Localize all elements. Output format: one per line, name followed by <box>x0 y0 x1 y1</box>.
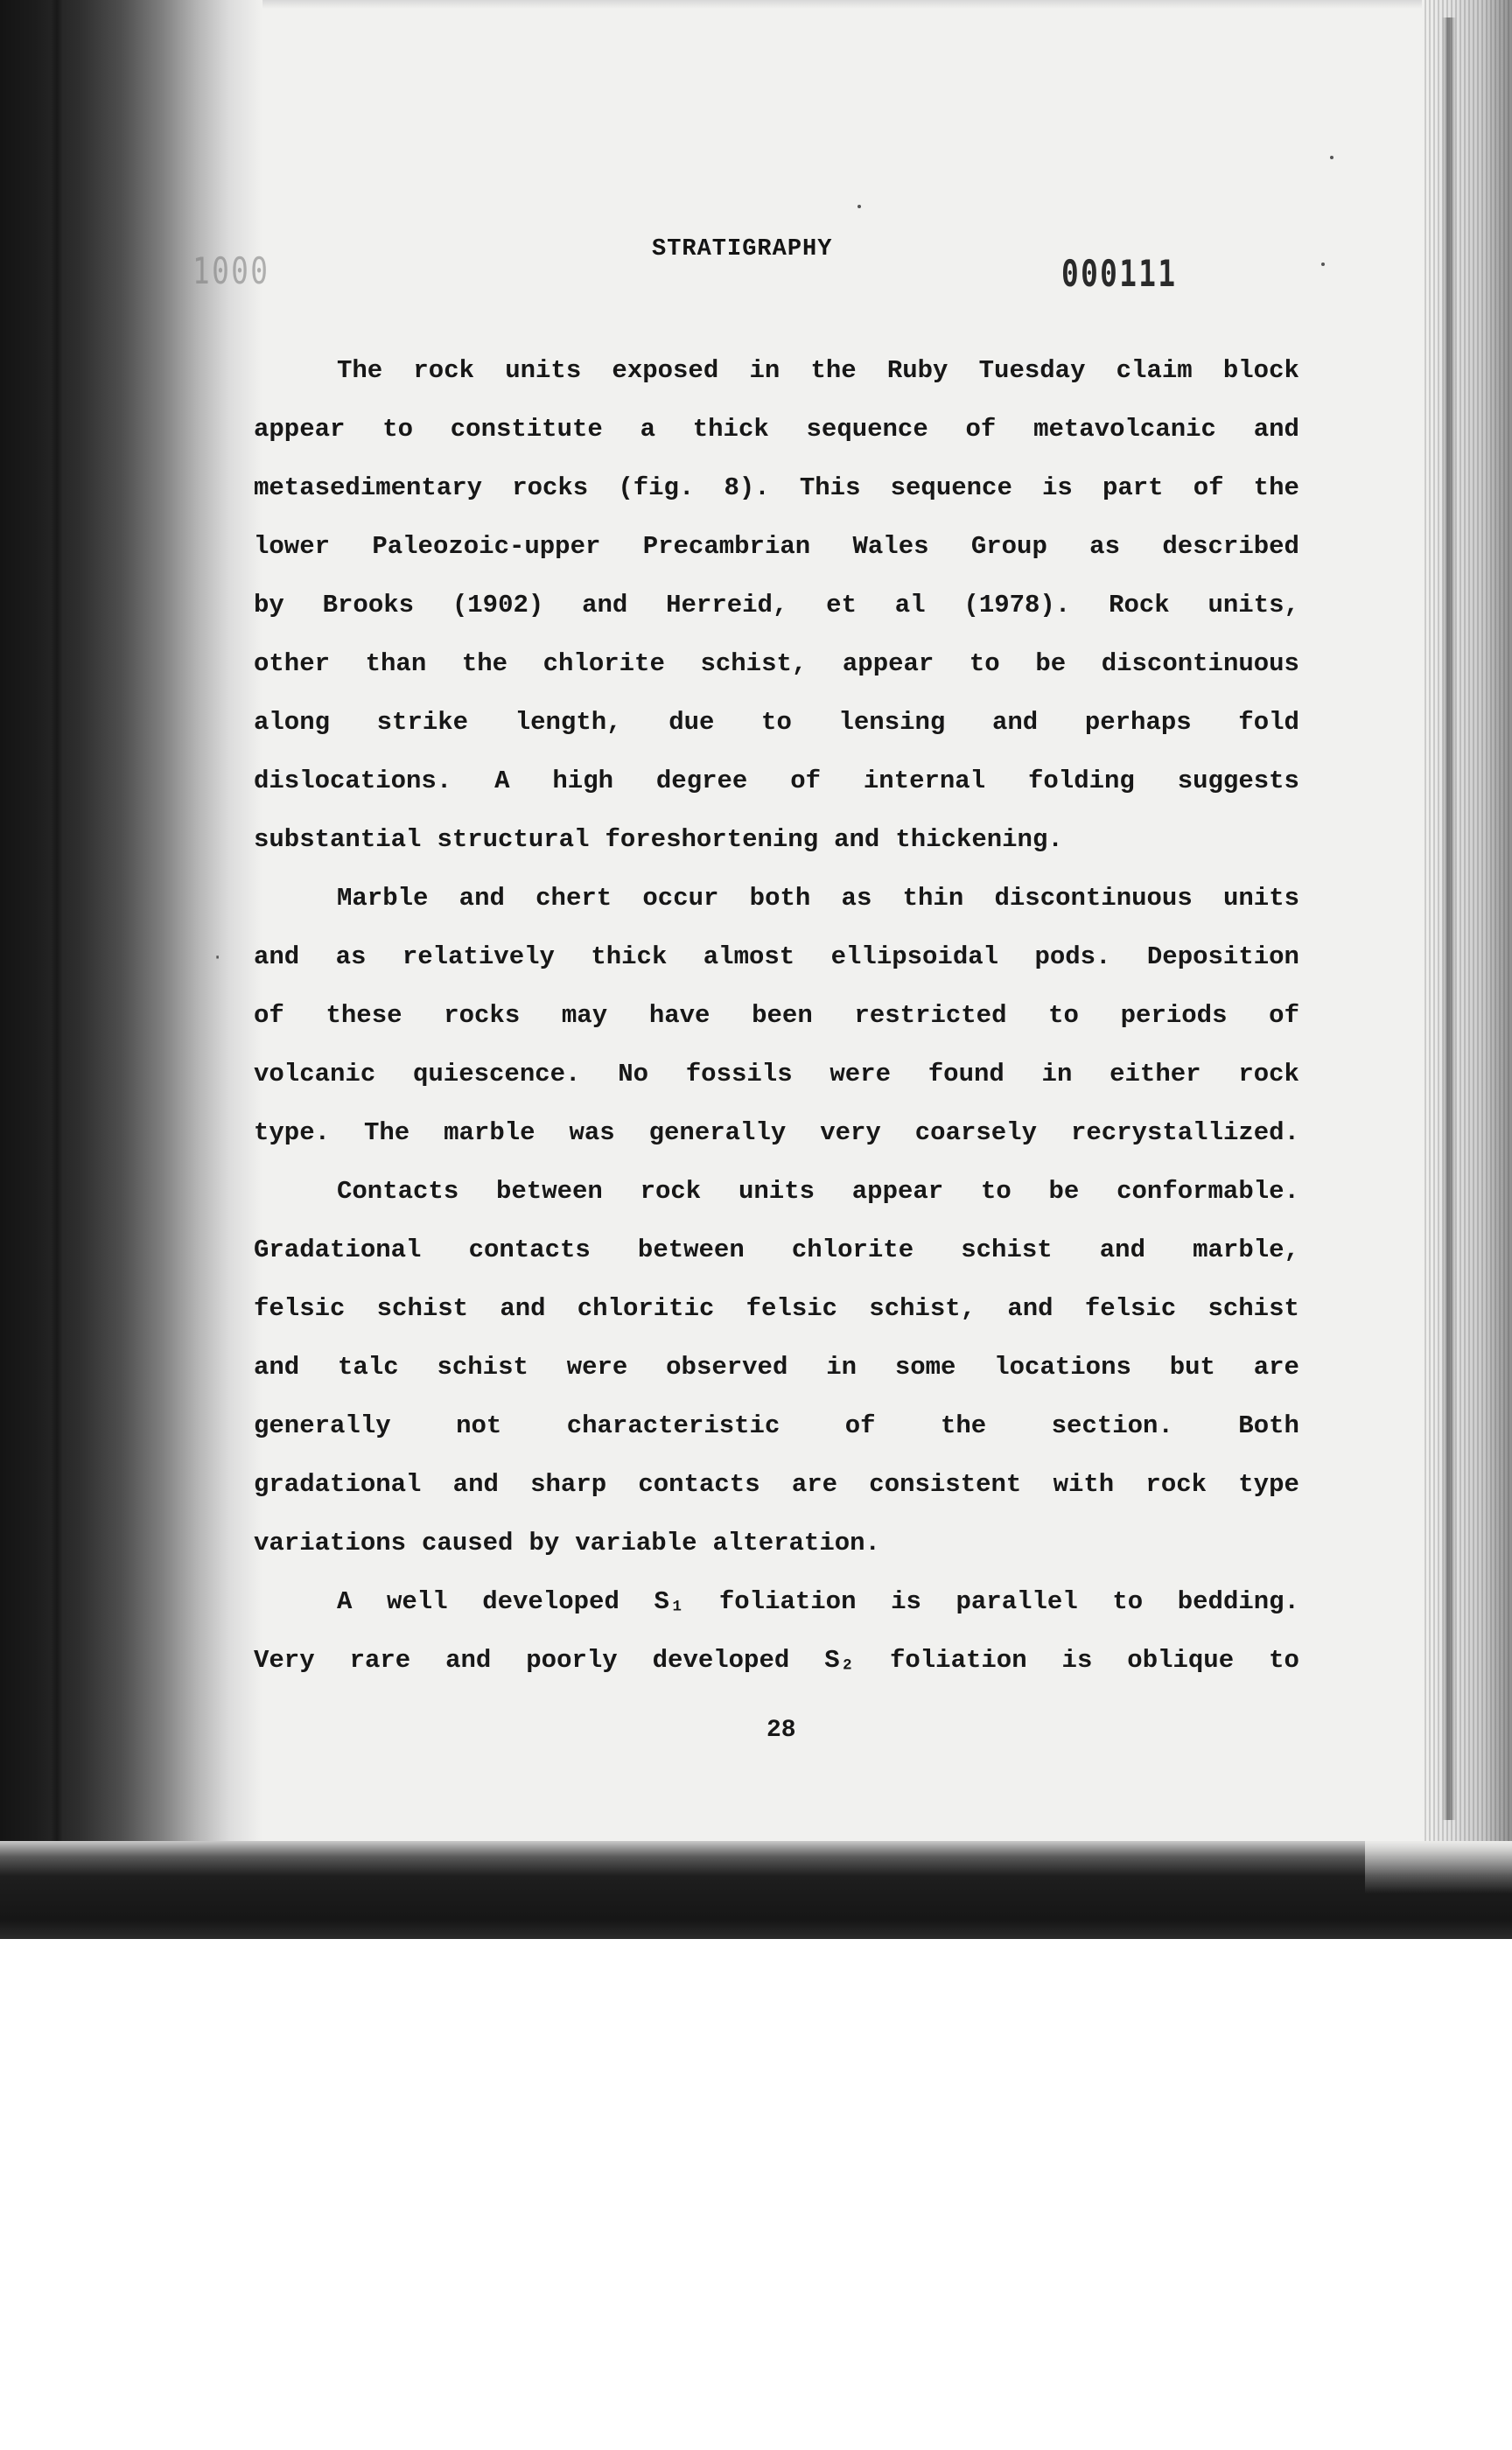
word: variable <box>575 1529 697 1558</box>
text-line <box>254 1579 1299 1638</box>
word: gradational <box>254 1470 422 1499</box>
text-line <box>254 934 1299 993</box>
word: The <box>363 1118 410 1147</box>
word: S₂ <box>824 1646 856 1675</box>
text-line <box>254 641 1299 700</box>
text-line <box>254 1286 1299 1345</box>
text-line <box>254 1638 1299 1697</box>
word: of <box>1193 473 1224 502</box>
word: Herreid, <box>666 591 788 620</box>
word: chloritic <box>577 1294 715 1323</box>
text-line <box>254 700 1299 759</box>
word: occur <box>642 884 719 913</box>
word: oblique <box>1127 1646 1235 1675</box>
word: Rock <box>1109 591 1170 620</box>
word: rock <box>413 356 475 385</box>
word: of <box>1269 1001 1299 1030</box>
word: sharp <box>530 1470 607 1499</box>
word: the <box>810 356 857 385</box>
word: section. <box>1051 1411 1173 1440</box>
word: felsic <box>1084 1294 1177 1323</box>
word: recrystallized. <box>1070 1118 1299 1147</box>
word: caused <box>422 1529 514 1558</box>
word: metasedimentary <box>254 473 483 502</box>
word: foliation <box>889 1646 1027 1675</box>
word: not <box>456 1411 502 1440</box>
word: thin <box>902 884 964 913</box>
word: as <box>335 942 367 971</box>
word: appear <box>254 415 346 444</box>
word: ellipsoidal <box>830 942 999 971</box>
text-line <box>254 1228 1299 1286</box>
bottom-scan-highlight <box>1365 1841 1512 1939</box>
scan-speck <box>858 205 861 208</box>
word: A <box>494 766 510 795</box>
word: found <box>928 1060 1004 1088</box>
word: and <box>458 884 505 913</box>
word: and <box>500 1294 546 1323</box>
word: units <box>738 1177 815 1206</box>
word: discontinuous <box>994 884 1193 913</box>
word: restricted <box>854 1001 1007 1030</box>
word: (fig. <box>618 473 695 502</box>
text-line <box>254 1345 1299 1404</box>
word: to <box>382 415 413 444</box>
word: to <box>969 649 1000 678</box>
word: is <box>1042 473 1073 502</box>
word: due <box>668 708 715 737</box>
word: is <box>891 1587 921 1616</box>
word: to <box>1269 1646 1299 1675</box>
word: in <box>826 1353 857 1382</box>
word: units <box>505 356 582 385</box>
word: variations <box>254 1529 407 1558</box>
text-line <box>254 1462 1299 1521</box>
word: Marble <box>337 884 429 913</box>
word: schist, <box>700 649 808 678</box>
word: characteristic <box>566 1411 780 1440</box>
word: the <box>461 649 508 678</box>
word: with <box>1053 1470 1115 1499</box>
word: quiescence. <box>413 1060 581 1088</box>
word: felsic <box>254 1294 346 1323</box>
word: consistent <box>869 1470 1022 1499</box>
word: lensing <box>838 708 946 737</box>
word: and <box>452 1470 499 1499</box>
word: of <box>790 766 822 795</box>
word: perhaps <box>1084 708 1192 737</box>
word: very <box>820 1118 881 1147</box>
word: marble, <box>1193 1236 1299 1264</box>
word: of <box>965 415 997 444</box>
body-text <box>254 348 1299 1697</box>
word: rock <box>1238 1060 1299 1088</box>
word: was <box>569 1118 615 1147</box>
word: been <box>752 1001 813 1030</box>
margin-mark: · <box>212 947 224 969</box>
text-line <box>254 1110 1299 1169</box>
word: bedding. <box>1177 1587 1299 1616</box>
word: suggests <box>1177 766 1299 795</box>
word: schist, <box>869 1294 976 1323</box>
word: (1978). <box>963 591 1071 620</box>
word: Deposition <box>1146 942 1299 971</box>
word: alteration. <box>712 1529 880 1558</box>
word: fold <box>1238 708 1299 737</box>
word: is <box>1061 1646 1093 1675</box>
word: type <box>1238 1470 1299 1499</box>
document-number-stamp: 000111 <box>1061 252 1178 295</box>
word: S₁ <box>654 1587 685 1616</box>
word: chlorite <box>791 1236 914 1264</box>
word: and <box>1007 1294 1054 1323</box>
word: length, <box>514 708 622 737</box>
word: between <box>637 1236 745 1264</box>
word: (1902) <box>452 591 544 620</box>
scan-speck <box>1321 262 1325 266</box>
word: described <box>1162 532 1299 561</box>
word: were <box>566 1353 628 1382</box>
word: strike <box>376 708 469 737</box>
word: but <box>1169 1353 1215 1382</box>
word: lower <box>254 532 331 561</box>
word: a <box>640 415 655 444</box>
word: fossils <box>685 1060 793 1088</box>
word: pods. <box>1034 942 1111 971</box>
word: Brooks <box>322 591 415 620</box>
word: foliation <box>718 1587 857 1616</box>
word: sequence <box>890 473 1012 502</box>
word: and <box>445 1646 492 1675</box>
word: the <box>941 1411 987 1440</box>
word: poorly <box>526 1646 618 1675</box>
word: felsic <box>746 1294 838 1323</box>
word: marble <box>444 1118 536 1147</box>
word: and <box>991 708 1039 737</box>
word: rock <box>1145 1470 1208 1499</box>
word: units, <box>1208 591 1299 620</box>
word: to <box>761 708 792 737</box>
word: high <box>552 766 614 795</box>
word: of <box>254 1001 284 1030</box>
word: by <box>254 591 284 620</box>
text-line <box>254 1404 1299 1462</box>
word: Both <box>1238 1411 1299 1440</box>
text-line <box>254 817 1299 876</box>
word: schist <box>376 1294 469 1323</box>
word: than <box>365 649 427 678</box>
word: Tuesday <box>978 356 1086 385</box>
word: coarsely <box>914 1118 1037 1147</box>
word: rocks <box>512 473 589 502</box>
word: talc <box>338 1353 399 1382</box>
word: observed <box>666 1353 788 1382</box>
word: relatively <box>402 942 555 971</box>
text-line <box>254 993 1299 1052</box>
scan-speck <box>1330 156 1334 159</box>
text-line <box>254 583 1299 641</box>
word: other <box>254 649 331 678</box>
word: well <box>387 1587 448 1616</box>
word: block <box>1222 356 1299 385</box>
word: these <box>326 1001 402 1030</box>
word: A <box>337 1587 353 1616</box>
word: in <box>1041 1060 1073 1088</box>
word: of <box>844 1411 876 1440</box>
word: to <box>1112 1587 1144 1616</box>
word: rock <box>640 1177 702 1206</box>
word: sequence <box>806 415 928 444</box>
word: chert <box>536 884 612 913</box>
word: The <box>337 356 383 385</box>
word: almost <box>703 942 795 971</box>
word: developed <box>652 1646 790 1675</box>
ghost-stamp: 1000 <box>192 249 270 292</box>
word: schist <box>437 1353 528 1382</box>
word: locations <box>994 1353 1131 1382</box>
word: chlorite <box>542 649 665 678</box>
word: some <box>894 1353 956 1382</box>
word: to <box>980 1177 1012 1206</box>
page-number: 28 <box>766 1717 796 1744</box>
binding-stripe <box>51 0 63 1939</box>
word: and <box>254 942 300 971</box>
page-stack-shadow <box>1442 18 1456 1820</box>
word: were <box>830 1060 891 1088</box>
word: are <box>791 1470 838 1499</box>
word: Very <box>254 1646 315 1675</box>
word: be <box>1048 1177 1080 1206</box>
word: between <box>496 1177 603 1206</box>
word: rocks <box>444 1001 521 1030</box>
word: and <box>834 825 880 854</box>
word: and <box>254 1353 300 1382</box>
word: along <box>254 708 331 737</box>
word: appear <box>851 1177 944 1206</box>
word: et <box>826 591 857 620</box>
text-line <box>254 348 1299 407</box>
word: in <box>749 356 780 385</box>
word: constitute <box>450 415 603 444</box>
page-stack-edges <box>1422 0 1512 1939</box>
text-line <box>254 759 1299 817</box>
word: generally <box>254 1411 391 1440</box>
text-line <box>254 1521 1299 1579</box>
word: type. <box>254 1118 331 1147</box>
word: structural <box>437 825 590 854</box>
word: discontinuous <box>1101 649 1299 678</box>
word: may <box>561 1001 608 1030</box>
text-line <box>254 1052 1299 1110</box>
word: periods <box>1120 1001 1228 1030</box>
word: dislocations. <box>254 766 452 795</box>
word: and <box>582 591 628 620</box>
word: are <box>1253 1353 1299 1382</box>
word: thick <box>591 942 668 971</box>
word: internal <box>863 766 986 795</box>
word: volcanic <box>254 1060 376 1088</box>
word: Ruby <box>886 356 948 385</box>
word: be <box>1035 649 1067 678</box>
word: Group <box>970 532 1047 561</box>
word: both <box>749 884 811 913</box>
word: contacts <box>638 1470 760 1499</box>
word: claim <box>1116 356 1193 385</box>
bottom-scan-shadow <box>0 1841 1512 1939</box>
word: by <box>528 1529 560 1558</box>
word: schist <box>1208 1294 1299 1323</box>
page-title: STRATIGRAPHY <box>652 236 833 262</box>
word: conformable. <box>1116 1177 1299 1206</box>
word: schist <box>961 1236 1053 1264</box>
word: thick <box>692 415 769 444</box>
word: as <box>1089 532 1120 561</box>
word: and <box>1099 1236 1145 1264</box>
word: and <box>1253 415 1299 444</box>
word: have <box>648 1001 710 1030</box>
word: al <box>894 591 926 620</box>
word: folding <box>1028 766 1135 795</box>
text-line <box>254 1169 1299 1228</box>
text-line <box>254 524 1299 583</box>
word: Contacts <box>337 1177 459 1206</box>
word: as <box>841 884 872 913</box>
word: Wales <box>852 532 929 561</box>
word: the <box>1253 473 1299 502</box>
text-line <box>254 466 1299 524</box>
word: degree <box>655 766 748 795</box>
word: thickening. <box>895 825 1063 854</box>
word: exposed <box>612 356 719 385</box>
word: appear <box>842 649 934 678</box>
word: Gradational <box>254 1236 422 1264</box>
word: substantial <box>254 825 422 854</box>
word: units <box>1222 884 1299 913</box>
word: part <box>1102 473 1164 502</box>
word: This <box>799 473 861 502</box>
word: contacts <box>468 1236 591 1264</box>
word: developed <box>482 1587 620 1616</box>
word: No <box>618 1060 649 1088</box>
word: either <box>1110 1060 1201 1088</box>
word: metavolcanic <box>1033 415 1216 444</box>
word: foreshortening <box>605 825 819 854</box>
word: parallel <box>956 1587 1078 1616</box>
word: Paleozoic-upper <box>372 532 601 561</box>
text-line <box>254 876 1299 934</box>
word: generally <box>648 1118 787 1147</box>
word: rare <box>349 1646 411 1675</box>
word: 8). <box>724 473 770 502</box>
text-line <box>254 407 1299 466</box>
word: to <box>1048 1001 1079 1030</box>
word: Precambrian <box>642 532 811 561</box>
